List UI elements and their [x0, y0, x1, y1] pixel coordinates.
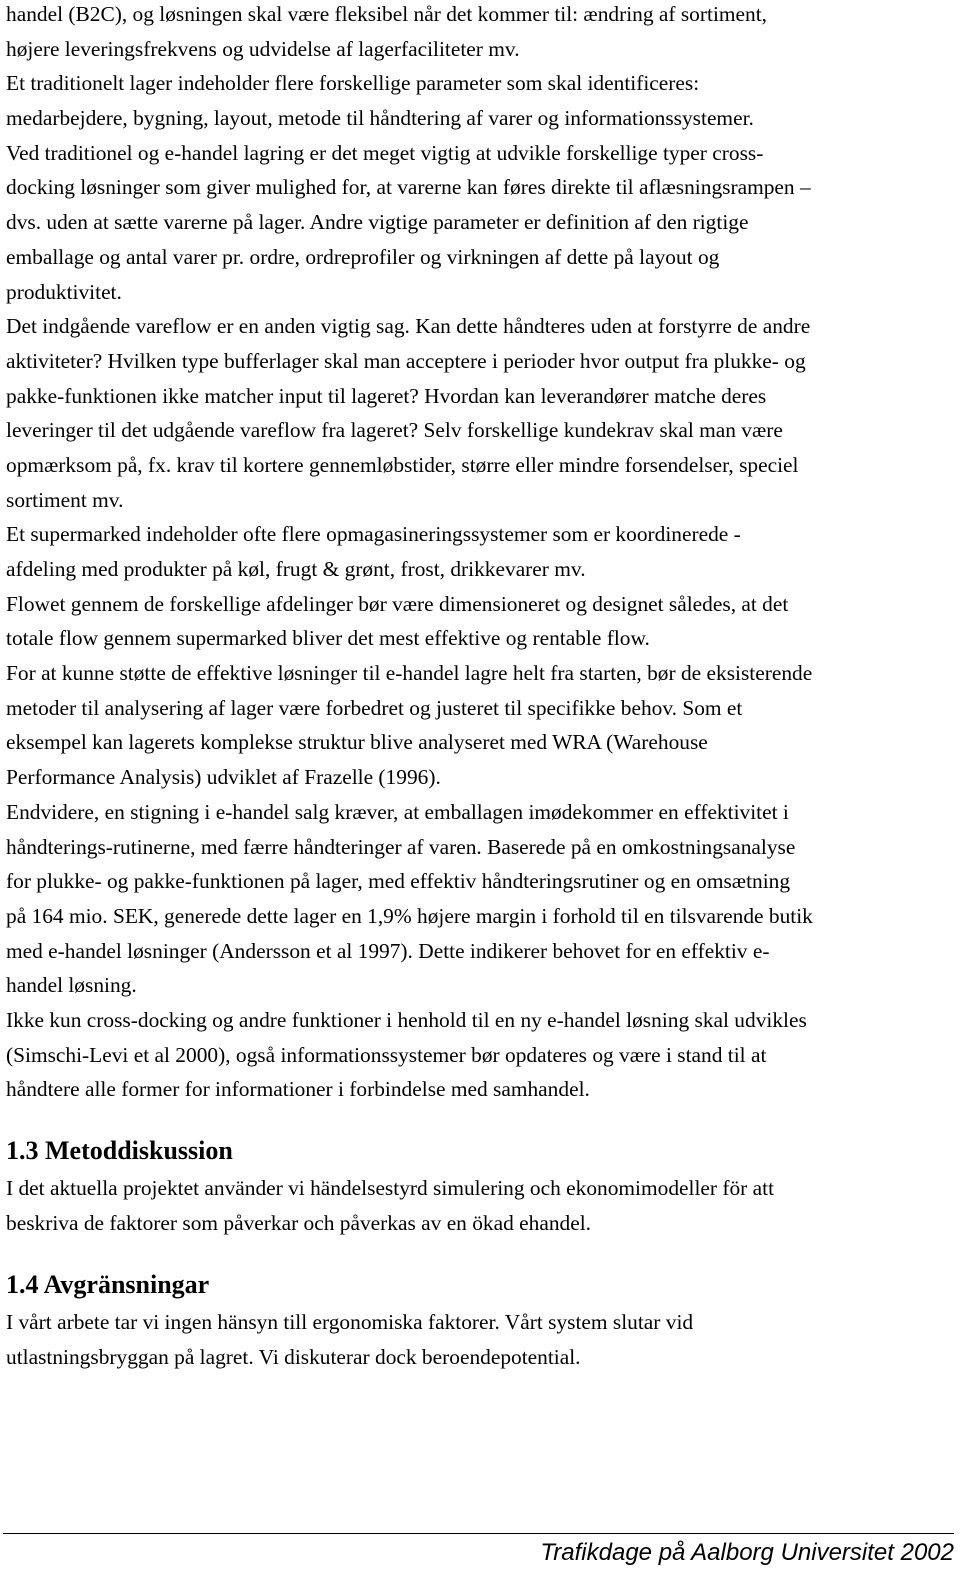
text-line: (Simschi-Levi et al 2000), også informationssystemer bør opdateres og være i stand til at — [6, 1042, 767, 1067]
text-line: på 164 mio. SEK, generede dette lager en 1,9% højere margin i forhold til en tilsvarende butik — [6, 903, 813, 928]
text-line: emballage og antal varer pr. ordre, ordreprofiler og virkningen af dette på layout og — [6, 244, 720, 269]
text-line: dvs. uden at sætte varerne på lager. Andre vigtige parameter er definition af den rigtige — [6, 210, 749, 235]
text-line: totale flow gennem supermarked bliver det mest effektive og rentable flow. — [6, 626, 650, 651]
text-line: aktiviteter? Hvilken type bufferlager skal man acceptere i perioder hvor output fra plukke- og — [6, 348, 806, 373]
text-line: Et traditionelt lager indeholder flere forskellige parameter som skal identificeres: — [6, 71, 700, 96]
body-text-block — [6, 0, 954, 1107]
document-page — [6, 0, 954, 1369]
text-line: Endvidere, en stigning i e-handel salg kræver, at emballagen imødekommer en effektivitet i — [6, 799, 789, 824]
section-body-metoddiskussion — [6, 1171, 774, 1240]
text-line: Et supermarked indeholder ofte flere opmagasineringssystemer som er koordinerede - — [6, 522, 741, 547]
text-line: medarbejdere, bygning, layout, metode til håndtering af varer og informationssystemer. — [6, 106, 754, 131]
section-body-avgransningar — [6, 1305, 693, 1374]
text-line: utlastningsbryggan på lagret. Vi diskuterar dock beroendepotential. — [6, 1344, 581, 1369]
text-line: I vårt arbete tar vi ingen hänsyn till ergonomiska faktorer. Vårt system slutar vid — [6, 1310, 694, 1334]
text-line: metoder til analysering af lager være forbedret og justeret til specifikke behov. Som et — [6, 695, 743, 720]
text-line: Ved traditionel og e-handel lagring er det meget vigtig at udvikle forskellige typer cross- — [6, 140, 764, 165]
text-line: opmærksom på, fx. krav til kortere gennemløbstider, større eller mindre forsendelser, speciel — [6, 452, 799, 477]
text-line: Ikke kun cross-docking og andre funktioner i henhold til en ny e-handel løsning skal udvikles — [6, 1007, 807, 1032]
text-line: I det aktuella projektet använder vi händelsestyrd simulering och ekonomimodeller för att — [6, 1176, 775, 1200]
footer-text: Trafikdage på Aalborg Universitet 2002 — [540, 1539, 954, 1566]
text-line: håndterings-rutinerne, med færre håndteringer af varen. Baserede på en omkostningsanalyse — [6, 834, 796, 859]
text-line: produktivitet. — [6, 279, 122, 304]
text-line: docking løsninger som giver mulighed for, at varerne kan føres direkte til aflæsningsrampen – — [6, 175, 811, 200]
text-line: pakke-funktionen ikke matcher input til lageret? Hvordan kan leverandører matche deres — [6, 383, 767, 408]
section-heading-avgransningar: 1.4 Avgränsningar — [6, 1270, 210, 1299]
text-line: for plukke- og pakke-funktionen på lager, med effektiv håndteringsrutiner og en omsætning — [6, 869, 791, 894]
text-line: afdeling med produkter på køl, frugt & grønt, frost, drikkevarer mv. — [6, 557, 586, 581]
text-line: handel (B2C), og løsningen skal være fleksibel når det kommer til: ændring af sortiment, — [6, 2, 768, 26]
section-heading-metoddiskussion: 1.3 Metoddiskussion — [6, 1136, 233, 1165]
text-line: håndtere alle former for informationer i forbindelse med samhandel. — [6, 1077, 590, 1102]
text-line: Det indgående vareflow er en anden vigtig sag. Kan dette håndteres uden at forstyrre de andre — [6, 314, 811, 339]
text-line: højere leveringsfrekvens og udvidelse af lagerfaciliteter mv. — [6, 36, 520, 61]
text-line: beskriva de faktorer som påverkar och påverkas av en ökad ehandel. — [6, 1210, 592, 1235]
text-line: eksempel kan lagerets komplekse struktur blive analyseret med WRA (Warehouse — [6, 730, 708, 755]
text-line: Performance Analysis) udviklet af Frazelle (1996). — [6, 765, 441, 790]
text-line: Flowet gennem de forskellige afdelinger bør være dimensioneret og designet således, at det — [6, 591, 789, 616]
text-line: leveringer til det udgående vareflow fra lageret? Selv forskellige kundekrav skal man være — [6, 418, 783, 443]
text-line: med e-handel løsninger (Andersson et al 1997). Dette indikerer behovet for en effektiv e- — [6, 938, 770, 963]
text-line: sortiment mv. — [6, 487, 124, 512]
text-line: For at kunne støtte de effektive løsninger til e-handel lagre helt fra starten, bør de eksisterende — [6, 661, 813, 686]
text-line: handel løsning. — [6, 973, 137, 998]
footer-divider — [3, 1533, 954, 1534]
